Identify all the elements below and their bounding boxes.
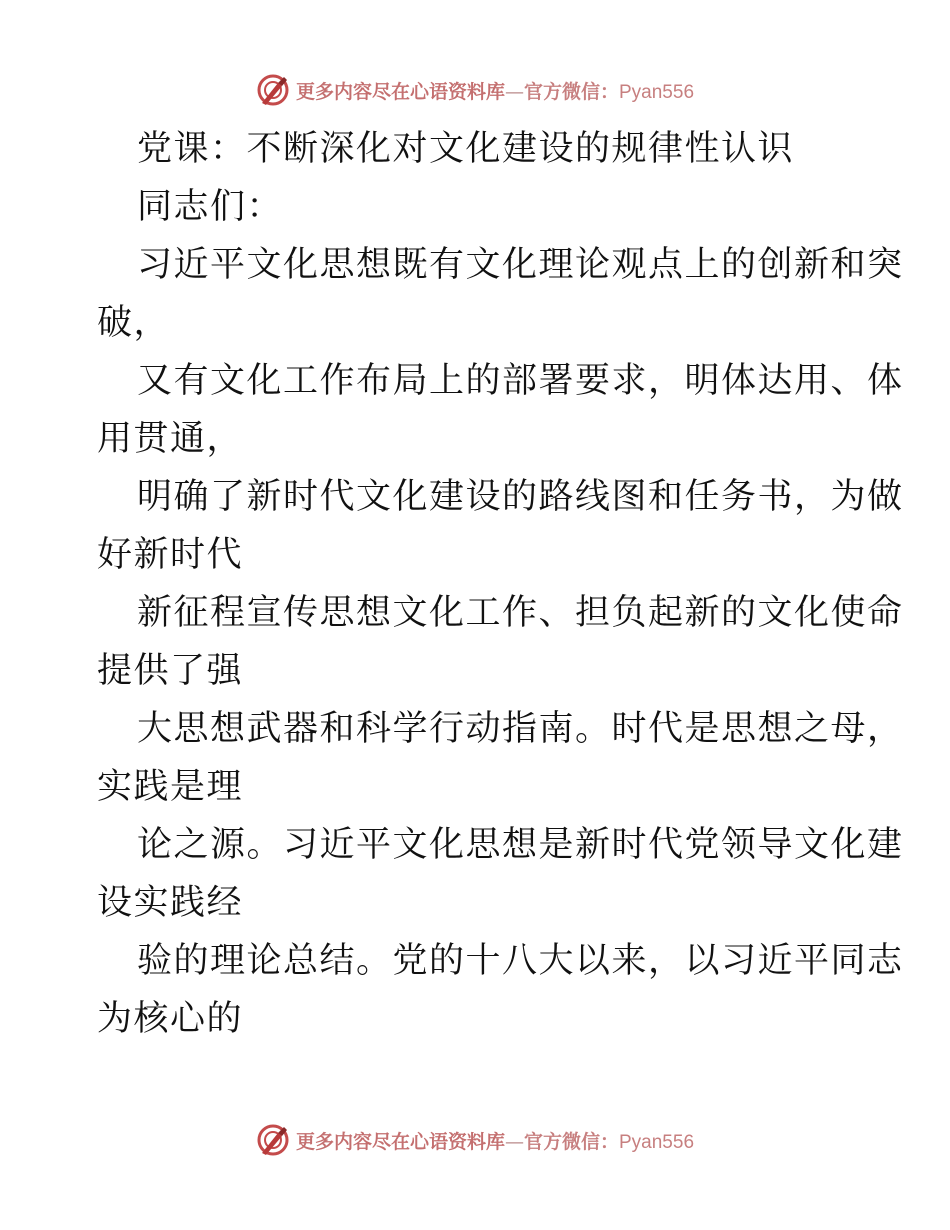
header-watermark (0, 70, 950, 110)
watermark-brand: 更多内容尽在心语资料库 (295, 1130, 505, 1153)
footer-watermark (0, 1120, 950, 1160)
document-title: 党课：不断深化对文化建设的规律性认识 (137, 129, 795, 169)
text-line: 新征程宣传思想文化工作、担负起新的文化使命 (137, 593, 904, 633)
watermark-label: 官方微信： (523, 80, 619, 103)
text-line: 习近平文化思想既有文化理论观点上的创新和突 (137, 245, 904, 285)
watermark-id: Pyan556 (619, 81, 695, 103)
salutation: 同志们： (137, 187, 284, 227)
text-line: 好新时代 (97, 535, 244, 575)
text-line: 论之源。习近平文化思想是新时代党领导文化建 (137, 825, 904, 865)
text-line: 实践是理 (97, 767, 244, 807)
watermark-text (296, 1127, 694, 1154)
text-line: 又有文化工作布局上的部署要求，明体达用、体 (137, 361, 904, 401)
text-line: 用贯通， (97, 419, 244, 459)
text-line: 明确了新时代文化建设的路线图和任务书，为做 (137, 477, 904, 517)
pen-logo-icon (256, 73, 290, 107)
watermark-separator: — (504, 80, 524, 103)
text-line: 验的理论总结。党的十八大以来，以习近平同志 (137, 941, 904, 981)
text-line: 设实践经 (97, 883, 244, 923)
text-line: 大思想武器和科学行动指南。时代是思想之母， (137, 709, 904, 749)
text-line: 破， (97, 303, 171, 343)
text-line: 为核心的 (97, 999, 244, 1039)
pen-logo-icon (256, 1123, 290, 1157)
watermark-label: 官方微信： (523, 1130, 619, 1153)
watermark-id: Pyan556 (619, 1131, 695, 1153)
watermark-brand: 更多内容尽在心语资料库 (295, 80, 505, 103)
text-line: 提供了强 (97, 651, 244, 691)
watermark-separator: — (504, 1130, 524, 1153)
watermark-text (296, 77, 694, 104)
document-body (97, 120, 904, 1048)
